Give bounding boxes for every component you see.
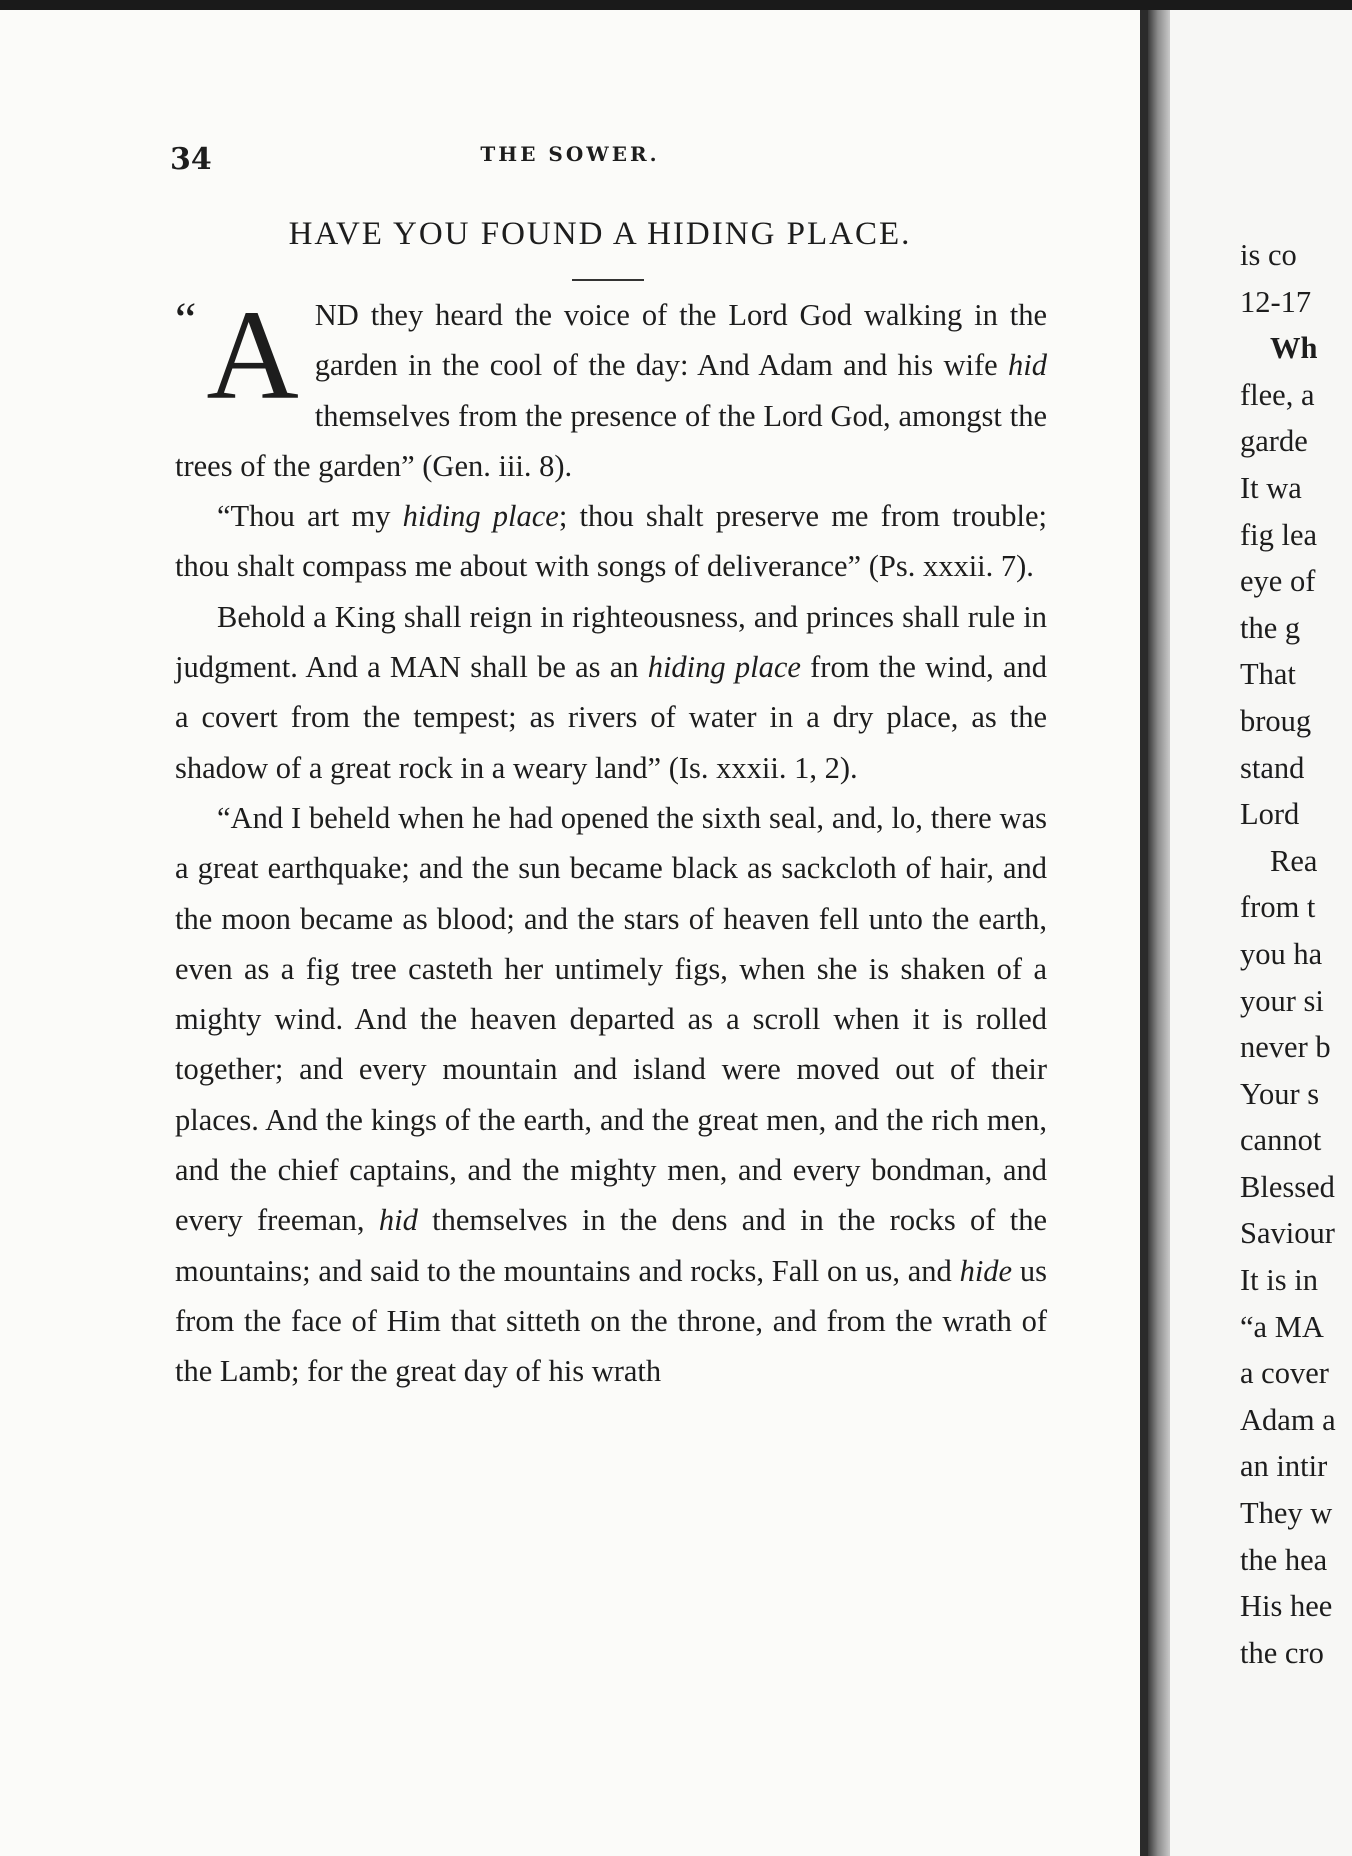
facing-line: They w <box>1240 1496 1333 1531</box>
facing-line: from t <box>1240 890 1316 925</box>
facing-line: “a MA <box>1240 1309 1324 1344</box>
emphasis-hide: hide <box>959 1253 1013 1288</box>
facing-line: eye of <box>1240 564 1316 599</box>
facing-line: your si <box>1240 983 1324 1018</box>
article-title: HAVE YOU FOUND A HIDING PLACE. <box>288 216 912 252</box>
paragraph-2-text: “Thou art my <box>217 499 403 534</box>
facing-line: Saviour <box>1240 1216 1335 1251</box>
facing-page <box>1170 10 1352 1856</box>
paragraph-3-text: Behold a King shall reign in righteousness, and princes shall rule in judgment. And a MAN shall be as an <box>175 599 1047 685</box>
facing-line: a cover <box>1240 1356 1329 1391</box>
paragraph-2-text-cont: ; thou shalt preserve me from trouble; thou shalt compass me about with songs of deliverance” (Ps. xxxii. 7). <box>175 499 1048 584</box>
emphasis-hiding-place: hiding place <box>402 499 559 534</box>
facing-line: Your s <box>1240 1076 1320 1111</box>
facing-line: His hee <box>1240 1589 1333 1624</box>
opening-quote: “ <box>175 293 197 346</box>
emphasis-hiding-place: hiding place <box>647 650 801 685</box>
facing-line: you ha <box>1240 936 1323 971</box>
paragraph-1-text: ND they heard the voice of the Lord God walking in the garden in the cool of the day: And Adam and his wife <box>314 298 1047 383</box>
facing-line: is co <box>1240 238 1297 272</box>
paragraph-1 <box>175 284 1047 491</box>
article-body <box>175 284 1048 1397</box>
paragraph-3 <box>175 592 1047 793</box>
facing-line: never b <box>1240 1030 1331 1065</box>
facing-line: flee, a <box>1240 377 1315 412</box>
facing-line: It wa <box>1240 470 1302 505</box>
facing-page-column <box>1240 232 1352 1676</box>
facing-line: Wh <box>1270 331 1318 366</box>
title-rule <box>572 279 644 281</box>
paragraph-4-text-cont: themselves in the dens and in the rocks of the mountains; and said to the mountains and rocks, Fall on us, and <box>175 1203 1047 1288</box>
paragraph-1-text-cont: themselves from the presence of the Lord God, amongst the trees of the garden” (Gen. iii. 8). <box>175 398 1047 483</box>
facing-line: It is in <box>1240 1263 1318 1298</box>
facing-line: Rea <box>1270 843 1318 878</box>
paragraph-3-text-cont: from the wind, and a covert from the tempest; as rivers of water in a dry place, as the shadow of a great rock in a weary land” (Is. xxxii. 1, 2). <box>175 650 1047 785</box>
facing-line: an intir <box>1240 1449 1328 1484</box>
facing-line: broug <box>1240 703 1312 738</box>
facing-line: stand <box>1240 750 1305 785</box>
facing-line: Blessed <box>1240 1169 1335 1204</box>
paragraph-2 <box>175 491 1047 592</box>
facing-line: fig lea <box>1240 517 1318 552</box>
book-spine <box>1148 10 1170 1856</box>
emphasis-hid: hid <box>1008 348 1047 383</box>
drop-cap: A <box>206 284 299 426</box>
page-number: 34 <box>170 142 212 177</box>
facing-line: garde <box>1240 424 1308 459</box>
facing-line: cannot <box>1240 1123 1322 1158</box>
paragraph-4-text-end: us from the face of Him that sitteth on the throne, and from the wrath of the Lamb; for the great day of his wrath <box>175 1253 1047 1389</box>
facing-line: the g <box>1240 610 1301 645</box>
facing-line: the hea <box>1240 1542 1328 1577</box>
emphasis-hid: hid <box>378 1203 418 1238</box>
running-head: THE SOWER. <box>480 142 660 166</box>
facing-line: That <box>1240 657 1296 692</box>
facing-line: Adam a <box>1240 1402 1336 1437</box>
facing-line: the cro <box>1240 1635 1324 1670</box>
facing-line: Lord <box>1240 797 1300 832</box>
facing-line: 12-17 <box>1240 284 1312 319</box>
paragraph-4-text: “And I beheld when he had opened the sixth seal, and, lo, there was a great earthquake; and the sun became black as sackcloth of hair, and the moon became as blood; and the stars of heaven fell unto the earth, even as a fig tree casteth her untimely figs, when she is shaken of a mighty wind. And the heaven departed as a scroll when it is rolled together; and every mountain and island were moved out of their places. And the kings of the earth, and the great men, and the rich men, and the chief captains, and the mighty men, and every bondman, and every freeman, <box>175 800 1047 1238</box>
paragraph-4 <box>175 793 1047 1397</box>
